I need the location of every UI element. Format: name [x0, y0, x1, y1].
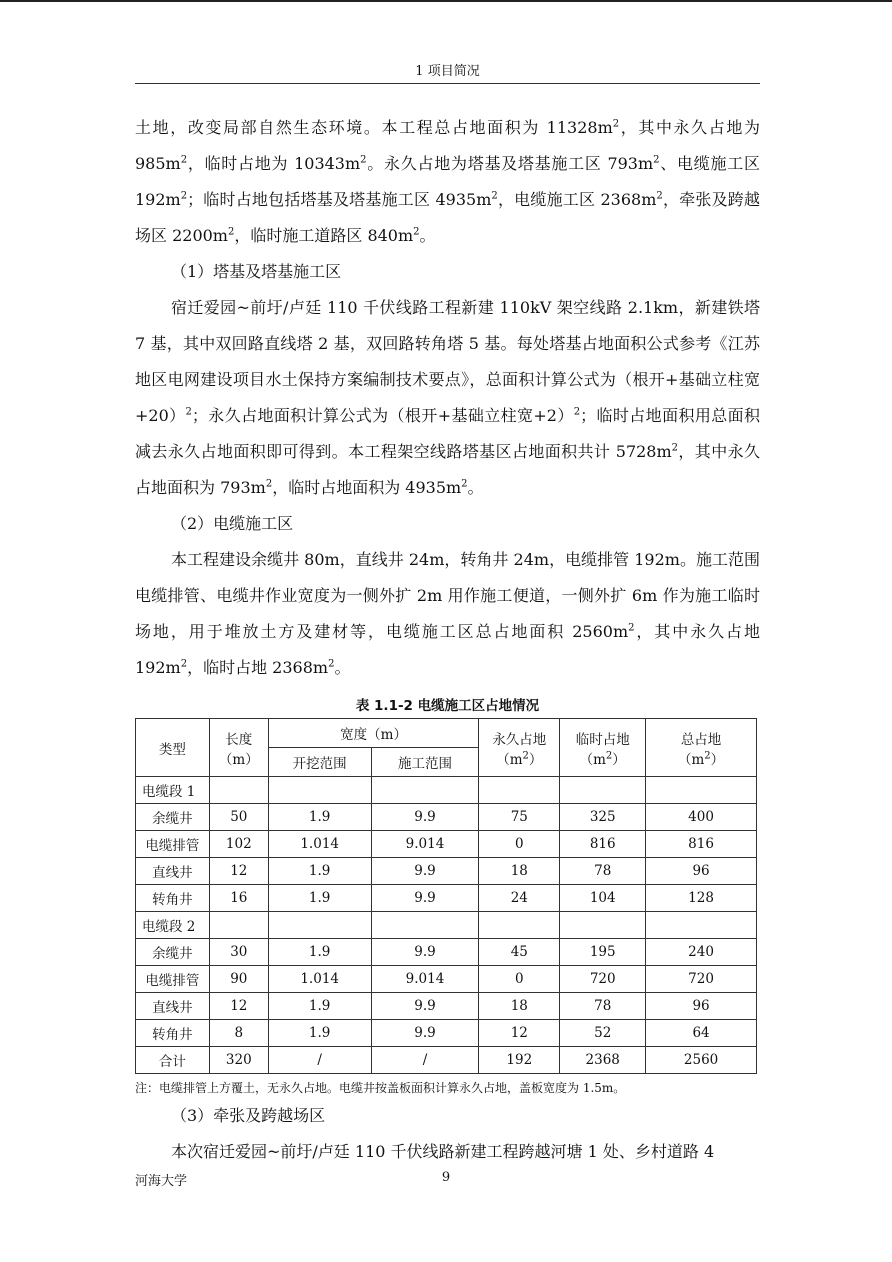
paragraph-cable-area: 本工程建设余缆井 80m，直线井 24m，转角井 24m，电缆排管 192m。施工范围电缆排管、电缆井作业宽度为一侧外扩 2m 用作施工便道，一侧外扩 6m 作为施工临时场地，用于堆放土方及建材等，电缆施工区总占地面积 $2560m^2$，其中永久占地 $192m^2$，临时占地 $2368m^2$。: [135, 550, 760, 677]
table-cell-length: 30: [209, 939, 268, 966]
running-header: 1 项目简况: [415, 64, 480, 79]
table-cell-temp: [560, 777, 646, 804]
table-cell-con: 9.9: [371, 858, 479, 885]
table-cell-total: 720: [646, 966, 757, 993]
table-cell-temp: 78: [560, 858, 646, 885]
table-row: [136, 831, 757, 858]
table-row: [136, 885, 757, 912]
table-cell-length: 12: [209, 993, 268, 1020]
cable-land-table: [135, 718, 757, 1074]
header-width-construction: 施工范围: [371, 748, 479, 777]
table-cell-dig: 1.9: [268, 939, 371, 966]
table-cell-total: 64: [646, 1020, 757, 1047]
header-total: 总占地 $(m^2)$: [646, 719, 757, 777]
table-cell-con: 9.9: [371, 993, 479, 1020]
table-cell-temp: 2368: [560, 1047, 646, 1074]
header-permanent: 永久占地 $(m^2)$: [479, 719, 560, 777]
table-row: [136, 912, 757, 939]
table-cell-perm: 192: [479, 1047, 560, 1074]
table-cell-dig: 1.9: [268, 858, 371, 885]
table-cell-length: 320: [209, 1047, 268, 1074]
table-cell-perm: 18: [479, 858, 560, 885]
table-cell-dig: 1.9: [268, 993, 371, 1020]
table-cell-perm: 45: [479, 939, 560, 966]
table-cell-perm: 0: [479, 966, 560, 993]
header-type: 类型: [136, 719, 210, 777]
table-cell-perm: 12: [479, 1020, 560, 1047]
table-cell-dig: 1.9: [268, 1020, 371, 1047]
table-note: 注：电缆排管上方覆土，无永久占地。电缆井按盖板面积计算永久占地，盖板宽度为 1.5m。: [135, 1081, 626, 1095]
header-width: 宽度（m）: [268, 719, 479, 748]
header-width-dig: 开挖范围: [268, 748, 371, 777]
table-cell-type: 转角井: [136, 1020, 210, 1047]
table-cell-perm: 0: [479, 831, 560, 858]
table-row: [136, 858, 757, 885]
table-cell-dig: 1.014: [268, 831, 371, 858]
table-cell-length: [209, 777, 268, 804]
table-cell-dig: 1.9: [268, 804, 371, 831]
page-top-border: [0, 0, 892, 2]
table-cell-temp: 195: [560, 939, 646, 966]
table-cell-type: 电缆段 1: [136, 777, 210, 804]
section-heading-cable: （2）电缆施工区: [171, 514, 294, 533]
document-body: [135, 110, 760, 1170]
table-cell-length: 16: [209, 885, 268, 912]
table-cell-type: 合计: [136, 1047, 210, 1074]
table-row: [136, 939, 757, 966]
table-cell-total: [646, 912, 757, 939]
paragraph-tower-area: 宿迁爱园~前圩/卢廷 110 千伏线路工程新建 110kV 架空线路 2.1km，新建铁塔 7 基，其中双回路直线塔 2 基，双回路转角塔 5 基。每处塔基占地面积公式参考《江苏地区电网建设项目水土保持方案编制技术要点》，总面积计算公式为（根开+基础立柱宽+20）$^2$；永久占地面积计算公式为（根开+基础立柱宽+2）$^2$；临时占地面积用总面积减去永久占地面积即可得到。本工程架空线路塔基区占地面积共计 $5728m^2$，其中永久占地面积为 $793m^2$，临时占地面积为 $4935m^2$。: [135, 298, 760, 497]
table-caption: 表 1.1-2 电缆施工区占地情况: [355, 698, 540, 714]
table-cell-dig: [268, 777, 371, 804]
header-length: 长度 （m）: [209, 719, 268, 777]
table-cell-length: 90: [209, 966, 268, 993]
table-cell-total: 96: [646, 858, 757, 885]
table-cell-type: 余缆井: [136, 939, 210, 966]
table-cell-con: 9.9: [371, 939, 479, 966]
table-cell-con: 9.9: [371, 1020, 479, 1047]
table-cell-total: 128: [646, 885, 757, 912]
section-heading-tower: （1）塔基及塔基施工区: [171, 262, 342, 281]
table-cell-type: 转角井: [136, 885, 210, 912]
table-cell-perm: 75: [479, 804, 560, 831]
table-row: [136, 993, 757, 1020]
table-cell-con: 9.9: [371, 804, 479, 831]
table-cell-total: 816: [646, 831, 757, 858]
header-temporary: 临时占地 $(m^2)$: [560, 719, 646, 777]
table-cell-dig: 1.014: [268, 966, 371, 993]
table-cell-perm: [479, 777, 560, 804]
table-cell-dig: 1.9: [268, 885, 371, 912]
table-row: [136, 1047, 757, 1074]
table-cell-length: 12: [209, 858, 268, 885]
table-cell-total: 400: [646, 804, 757, 831]
table-cell-temp: 816: [560, 831, 646, 858]
table-cell-con: 9.9: [371, 885, 479, 912]
table-cell-length: [209, 912, 268, 939]
table-cell-con: 9.014: [371, 831, 479, 858]
header-rule: [135, 83, 760, 84]
table-row: [136, 966, 757, 993]
table-cell-length: 50: [209, 804, 268, 831]
paragraph-land-summary: 土地，改变局部自然生态环境。本工程总占地面积为 $11328m^2$，其中永久占地为 $985m^2$，临时占地为 $10343m^2$。永久占地为塔基及塔基施工区 $793m^2$、电缆施工区 $192m^2$；临时占地包括塔基及塔基施工区 $4935m^2$，电缆施工区 $2368m^2$，牵张及跨越场区 $2200m^2$，临时施工道路区 $840m^2$。: [135, 118, 760, 245]
table-cell-perm: [479, 912, 560, 939]
table-row: [136, 804, 757, 831]
table-cell-temp: [560, 912, 646, 939]
table-cell-total: [646, 777, 757, 804]
table-row: [136, 1020, 757, 1047]
table-cell-type: 电缆排管: [136, 966, 210, 993]
table-cell-con: [371, 777, 479, 804]
table-body: [136, 777, 757, 1074]
table-cell-total: 240: [646, 939, 757, 966]
table-cell-dig: /: [268, 1047, 371, 1074]
table-cell-temp: 325: [560, 804, 646, 831]
footer-organization: 河海大学: [135, 1174, 188, 1189]
table-cell-temp: 78: [560, 993, 646, 1020]
table-cell-con: 9.014: [371, 966, 479, 993]
table-cell-type: 余缆井: [136, 804, 210, 831]
table-row: [136, 777, 757, 804]
table-cell-temp: 104: [560, 885, 646, 912]
table-cell-con: [371, 912, 479, 939]
table-cell-perm: 18: [479, 993, 560, 1020]
table-cell-type: 直线井: [136, 993, 210, 1020]
table-cell-total: 2560: [646, 1047, 757, 1074]
table-cell-dig: [268, 912, 371, 939]
table-cell-type: 电缆段 2: [136, 912, 210, 939]
section-heading-tension: （3）牵张及跨越场区: [171, 1106, 326, 1125]
paragraph-tension-area: 本次宿迁爱园~前圩/卢廷 110 千伏线路新建工程跨越河塘 1 处、乡村道路 4: [171, 1142, 715, 1161]
table-cell-total: 96: [646, 993, 757, 1020]
table-cell-type: 电缆排管: [136, 831, 210, 858]
table-cell-temp: 52: [560, 1020, 646, 1047]
table-cell-length: 8: [209, 1020, 268, 1047]
table-cell-temp: 720: [560, 966, 646, 993]
table-cell-con: /: [371, 1047, 479, 1074]
table-cell-length: 102: [209, 831, 268, 858]
table-cell-perm: 24: [479, 885, 560, 912]
page-number: 9: [441, 1170, 451, 1185]
table-cell-type: 直线井: [136, 858, 210, 885]
